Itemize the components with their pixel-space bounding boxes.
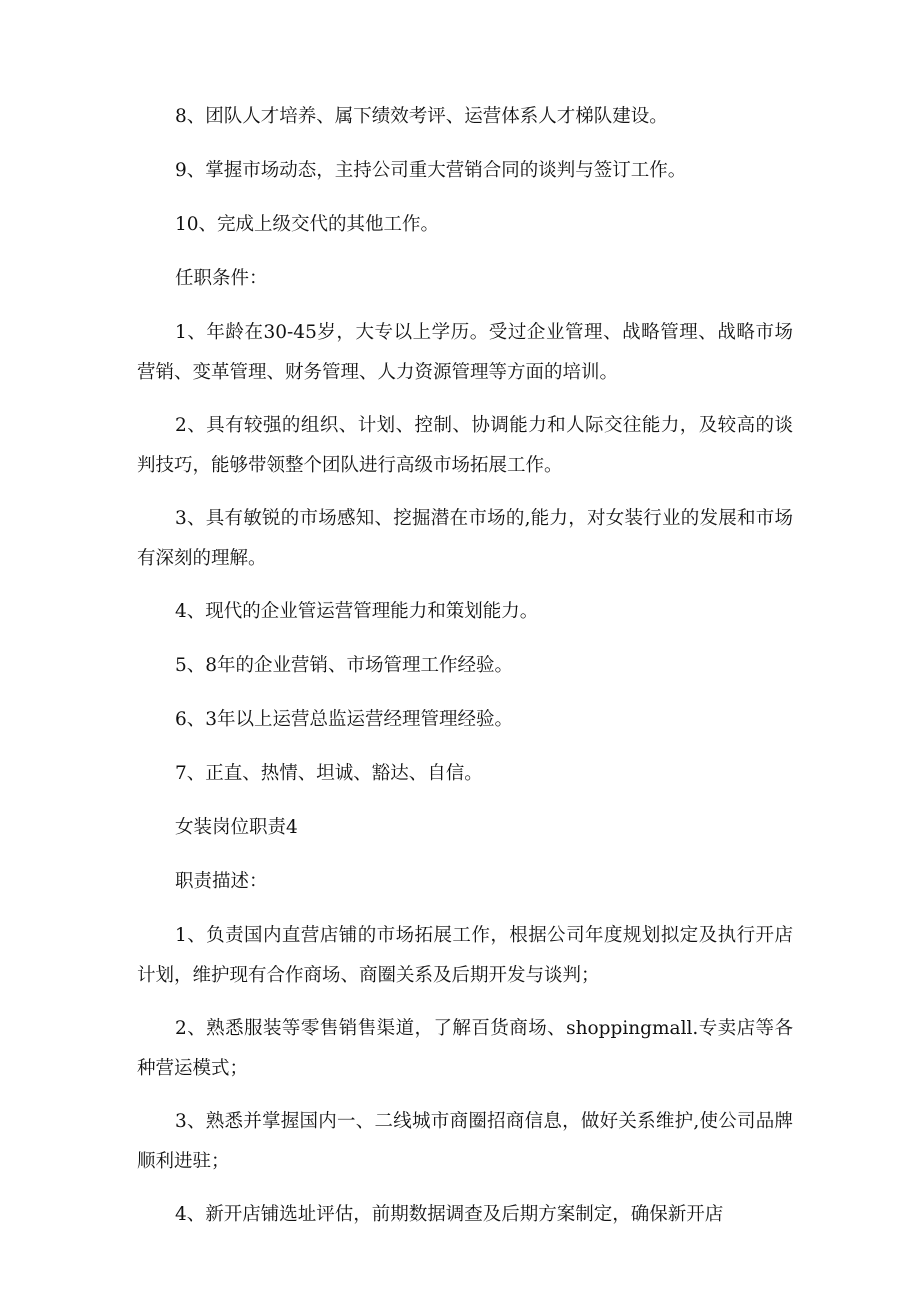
paragraph-description-2: 2、熟悉服装等零售销售渠道，了解百货商场、shoppingmall.专卖店等各种营运模式； bbox=[137, 1018, 793, 1079]
paragraph-duty-10: 10、完成上级交代的其他工作。 bbox=[175, 214, 440, 235]
paragraph-description-1: 1、负责国内直营店铺的市场拓展工作，根据公司年度规划拟定及执行开店计划，维护现有合作商场、商圈关系及后期开发与谈判； bbox=[137, 925, 793, 986]
section-title-job-4: 女装岗位职责4 bbox=[175, 817, 298, 838]
paragraph-requirement-1: 1、年龄在30-45岁，大专以上学历。受过企业管理、战略管理、战略市场营销、变革管理、财务管理、人力资源管理等方面的培训。 bbox=[137, 322, 793, 383]
paragraph-duty-9: 9、掌握市场动态，主持公司重大营销合同的谈判与签订工作。 bbox=[175, 160, 687, 181]
paragraph-requirement-3: 3、具有敏锐的市场感知、挖掘潜在市场的,能力，对女装行业的发展和市场有深刻的理解。 bbox=[137, 508, 793, 569]
document-body bbox=[137, 97, 793, 1249]
paragraph-description-3: 3、熟悉并掌握国内一、二线城市商圈招商信息，做好关系维护,使公司品牌顺利进驻； bbox=[137, 1111, 793, 1172]
paragraph-requirement-2: 2、具有较强的组织、计划、控制、协调能力和人际交往能力，及较高的谈判技巧，能够带领整个团队进行高级市场拓展工作。 bbox=[137, 415, 793, 476]
paragraph-requirement-5: 5、8年的企业营销、市场管理工作经验。 bbox=[175, 655, 514, 676]
paragraph-duty-8: 8、团队人才培养、属下绩效考评、运营体系人才梯队建设。 bbox=[175, 106, 668, 127]
paragraph-description-4: 4、新开店铺选址评估，前期数据调查及后期方案制定，确保新开店 bbox=[175, 1204, 724, 1225]
paragraph-requirement-4: 4、现代的企业管运营管理能力和策划能力。 bbox=[175, 601, 539, 622]
section-heading-description: 职责描述： bbox=[175, 871, 268, 892]
paragraph-requirement-6: 6、3年以上运营总监运营经理管理经验。 bbox=[175, 709, 514, 730]
section-heading-requirements: 任职条件： bbox=[175, 268, 268, 289]
paragraph-requirement-7: 7、正直、热情、坦诚、豁达、自信。 bbox=[175, 763, 483, 784]
